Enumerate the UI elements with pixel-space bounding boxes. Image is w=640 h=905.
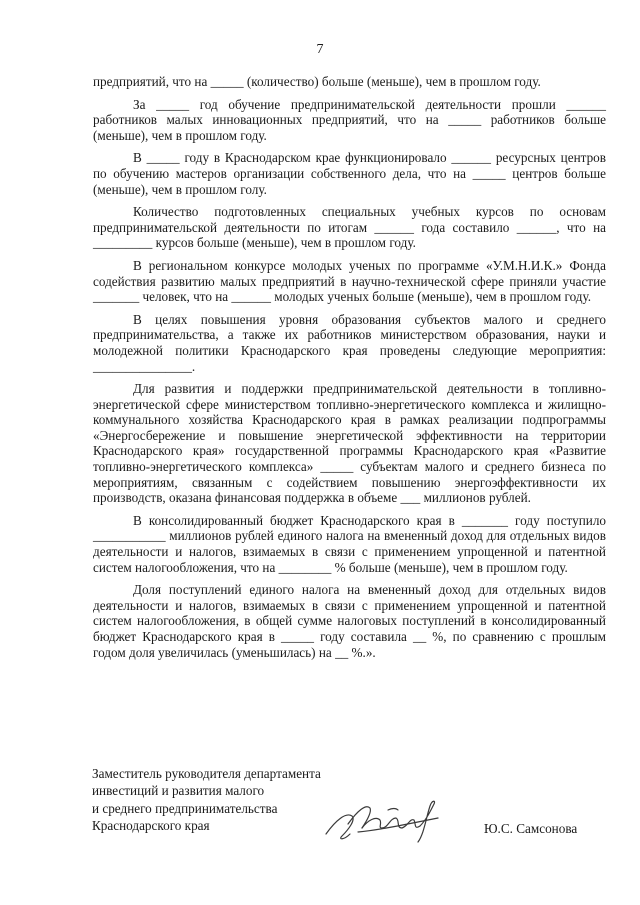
paragraph: В целях повышения уровня образования субъектов малого и среднего предпринимательства, а также их работников министерством образования, науки и молодежной политики Краснодарского края проведены следующие мероприятия: _______________.: [93, 311, 606, 374]
paragraph: В консолидированный бюджет Краснодарского края в _______ году поступило ___________ миллионов рублей единого налога на вмененный доход для отдельных видов деятельности и налогов, взимаемых в связи с применением упрощенной и патентной систем налогообложения, что на ________ % больше (меньше), чем в прошлом году.: [93, 512, 606, 575]
paragraph: предприятий, что на _____ (количество) больше (меньше), чем в прошлом году.: [93, 74, 541, 89]
signatory-title-line: Заместитель руководителя департамента: [92, 766, 321, 781]
paragraph: В _____ году в Краснодарском крае функционировало ______ ресурсных центров по обучению мастеров организации собственного дела, что на _____ центров больше (меньше), чем в прошлом голу.: [93, 150, 606, 197]
signer-name: Ю.С. Самсонова: [484, 821, 578, 836]
handwritten-signature: [318, 790, 458, 845]
paragraph: Для развития и поддержки предпринимательской деятельности в топливно-энергетической сфере министерством топливно-энергетического комплекса и жилищно-коммунального хозяйства Краснодарского края в рамках реализации подпрограммы «Энергосбережение и повышение энергетической эффективности на территории Краснодарского края» государственной программы Краснодарского края «Развитие топливно-энергетического комплекса» _____ субъектам малого и среднего бизнеса по мероприятиям, связанным с содействием повышению энергоэффективности их производств, оказана финансовая поддержка в объеме ___ миллионов рублей.: [93, 381, 606, 506]
document-body: [93, 74, 606, 667]
paragraph: За _____ год обучение предпринимательской деятельности прошли ______ работников малых инновационных предприятий, что на _____ работников больше (меньше), чем в прошлом году.: [93, 96, 606, 143]
signatory-title-line: и среднего предпринимательства: [92, 800, 278, 816]
paragraph: В региональном конкурсе молодых ученых по программе «У.М.Н.И.К.» Фонда содействия развитию малых предприятий в научно-технической сфере приняли участие _______ человек, что на ______ молодых ученых больше (меньше), чем в прошлом году.: [93, 257, 606, 305]
signatory-title-line: инвестиций и развития малого: [92, 783, 265, 799]
signatory-title: [92, 765, 352, 835]
page-number: 7: [316, 42, 324, 57]
paragraph: Количество подготовленных специальных учебных курсов по основам предпринимательской деятельности по итогам ______ года составило ______, что на _________ курсов больше (меньше), чем в прошлом году.: [93, 204, 606, 251]
signatory-title-line: Краснодарского края: [92, 818, 210, 834]
paragraph: Доля поступлений единого налога на вмененный доход для отдельных видов деятельности и налогов, взимаемых в связи с применением упрощенной и патентной систем налогообложения, в общей сумме налоговых поступлений в консолидированный бюджет Краснодарского края в _____ году составила __ %, по сравнению с прошлым годом доля увеличилась (уменьшилась) на __ %.».: [93, 582, 606, 660]
